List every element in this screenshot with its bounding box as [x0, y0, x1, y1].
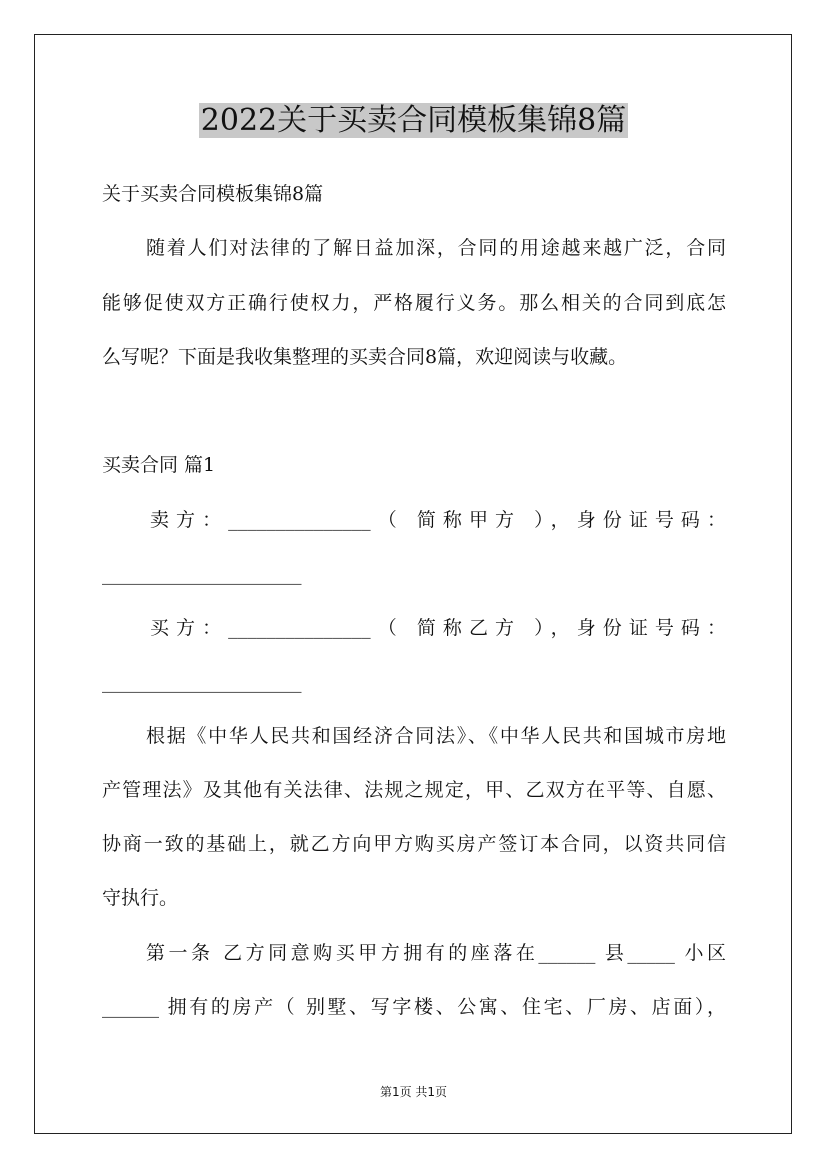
seller-id-blank: _____________________	[102, 563, 302, 585]
document-title: 2022关于买卖合同模板集锦8篇	[200, 103, 627, 138]
page-footer: 第1页 共1页	[379, 1085, 448, 1099]
basis-line-4: 守执行。	[102, 887, 179, 909]
intro-line-3: 么写呢？下面是我收集整理的买卖合同8篇，欢迎阅读与收藏。	[102, 346, 628, 368]
article1-line-1: 第一条 乙方同意购买甲方拥有的座落在______ 县_____ 小区	[146, 942, 726, 964]
buyer-id-blank: _____________________	[102, 671, 302, 693]
intro-line-2: 能够促使双方正确行使权力，严格履行义务。那么相关的合同到底怎	[102, 292, 726, 314]
basis-line-1: 根据《中华人民共和国经济合同法》、《中华人民共和国城市房地	[146, 725, 726, 747]
buyer-line: 买方：_______________（ 简称乙方 ），身份证号码：	[150, 617, 726, 639]
intro-line-1: 随着人们对法律的了解日益加深，合同的用途越来越广泛，合同	[146, 237, 726, 259]
basis-line-3: 协商一致的基础上，就乙方向甲方购买房产签订本合同，以资共同信	[102, 833, 726, 855]
seller-line: 卖方：_______________（ 简称甲方 ），身份证号码：	[150, 509, 726, 531]
basis-line-2: 产管理法》及其他有关法律、法规之规定，甲、乙双方在平等、自愿、	[102, 779, 726, 801]
document-subtitle: 关于买卖合同模板集锦8篇	[102, 183, 324, 205]
article1-line-2: ______ 拥有的房产（ 别墅、写字楼、公寓、住宅、厂房、店面），	[102, 996, 726, 1018]
section-heading: 买卖合同 篇1	[102, 454, 216, 476]
